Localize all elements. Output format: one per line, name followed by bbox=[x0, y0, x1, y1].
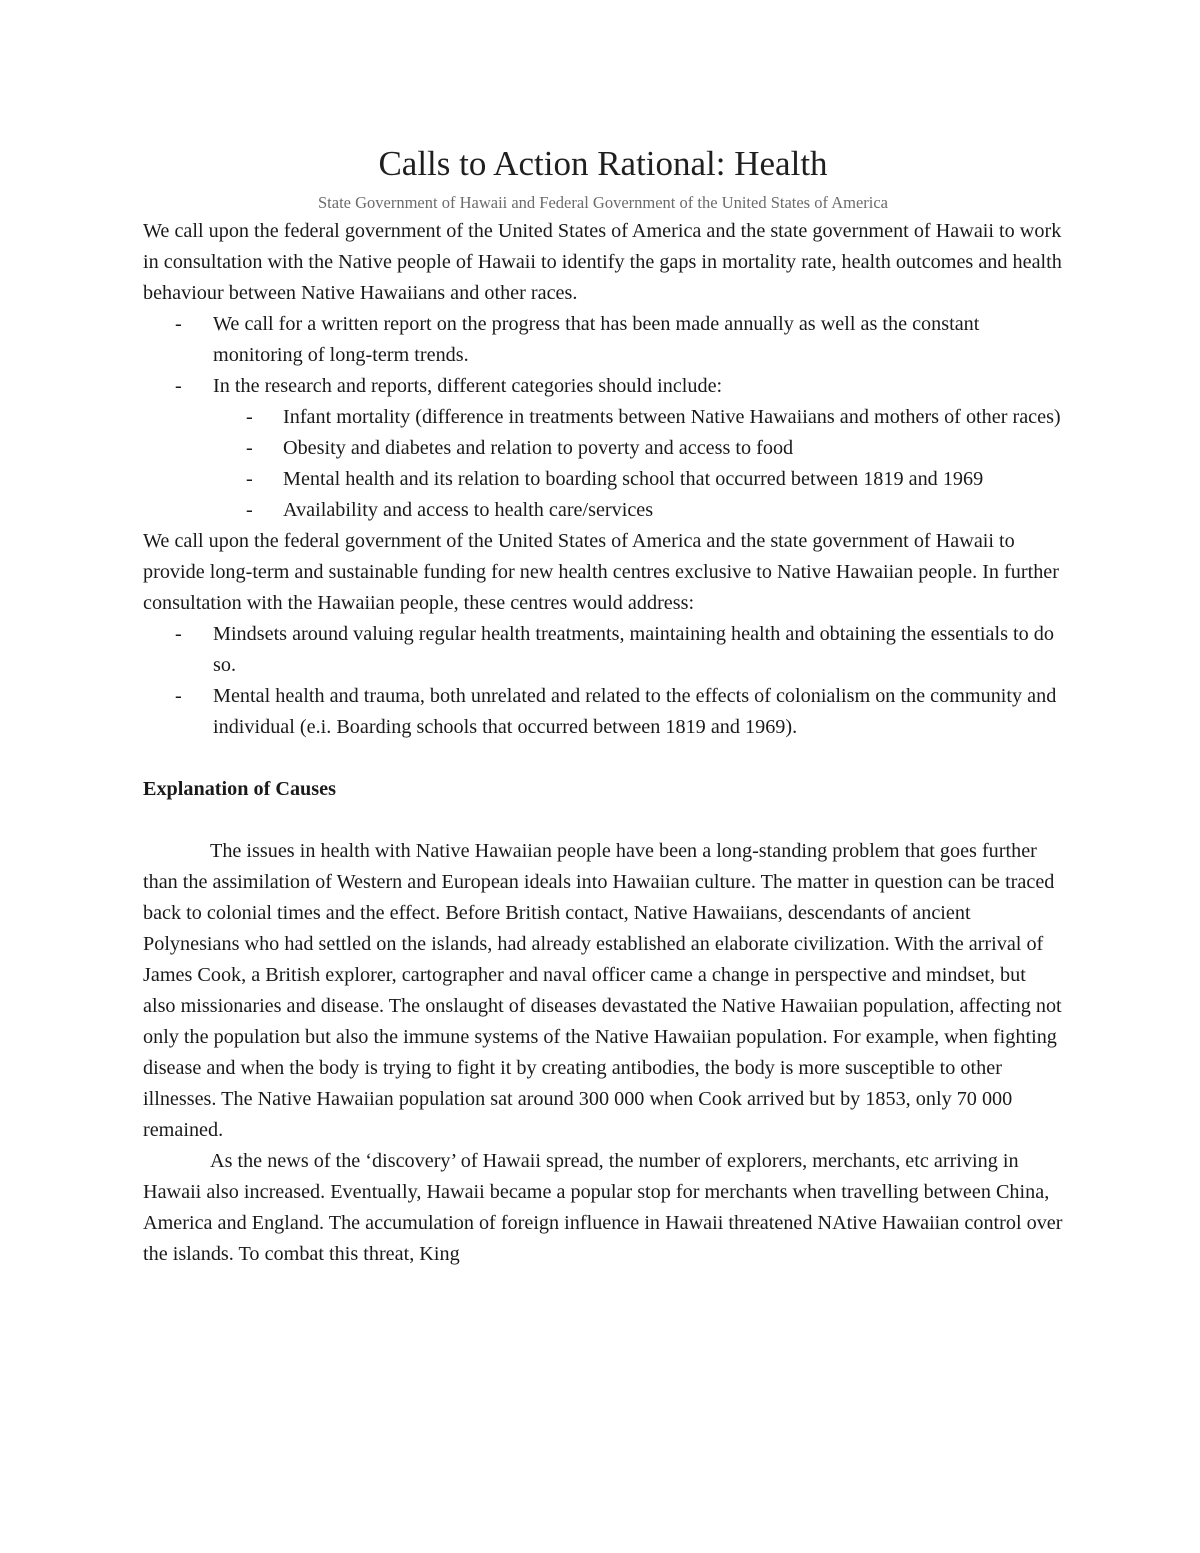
bullet-dash: - bbox=[175, 375, 182, 397]
call-to-action-1-sublist bbox=[143, 402, 1063, 526]
call-to-action-1-intro: We call upon the federal government of the United States of America and the state government of Hawaii to work in consultation with the Native people of Hawaii to identify the gaps in mortality rate, health outcomes and health behaviour between Native Hawaiians and other races. bbox=[143, 220, 1062, 304]
document-subtitle: State Government of Hawaii and Federal Government of the United States of America bbox=[318, 193, 888, 212]
bullet-dash: - bbox=[246, 499, 253, 521]
bullet-dash: - bbox=[175, 313, 182, 335]
sublist-item: - Infant mortality (difference in treatments between Native Hawaiians and mothers of other races) bbox=[143, 402, 1063, 433]
bullet-dash: - bbox=[246, 406, 253, 428]
body-paragraph: The issues in health with Native Hawaiian people have been a long-standing problem that goes further than the assimilation of Western and European ideals into Hawaiian culture. The matter in question can be traced back to colonial times and the effect. Before British contact, Native Hawaiians, descendants of ancient Polynesians who had settled on the islands, had already established an elaborate civilization. With the arrival of James Cook, a British explorer, cartographer and naval officer came a change in perspective and mindset, but also missionaries and disease. The onslaught of diseases devastated the Native Hawaiian population, affecting not only the population but also the immune systems of the Native Hawaiian population. For example, when fighting disease and when the body is trying to fight it by creating antibodies, the body is more susceptible to other illnesses. The Native Hawaiian population sat around 300 000 when Cook arrived but by 1853, only 70 000 remained. bbox=[143, 840, 1062, 1141]
bullet-dash: - bbox=[246, 437, 253, 459]
call-to-action-2-intro: We call upon the federal government of the United States of America and the state government of Hawaii to provide long-term and sustainable funding for new health centres exclusive to Native Hawaiian people. In further consultation with the Hawaiian people, these centres would address: bbox=[143, 530, 1059, 614]
sublist-item: - Obesity and diabetes and relation to poverty and access to food bbox=[143, 433, 1063, 464]
document-page bbox=[143, 140, 1063, 1270]
list-item: - We call for a written report on the progress that has been made annually as well as the constant monitoring of long-term trends. bbox=[143, 309, 1063, 371]
section-heading: Explanation of Causes bbox=[143, 778, 336, 800]
list-item: - Mindsets around valuing regular health treatments, maintaining health and obtaining the essentials to do so. bbox=[143, 619, 1063, 681]
body-paragraph: As the news of the ‘discovery’ of Hawaii spread, the number of explorers, merchants, etc arriving in Hawaii also increased. Eventually, Hawaii became a popular stop for merchants when travelling between China, America and England. The accumulation of foreign influence in Hawaii threatened NAtive Hawaiian control over the islands. To combat this threat, King bbox=[143, 1150, 1063, 1265]
call-to-action-1-list bbox=[143, 309, 1063, 402]
list-item: - Mental health and trauma, both unrelated and related to the effects of colonialism on the community and individual (e.i. Boarding schools that occurred between 1819 and 1969). bbox=[143, 681, 1063, 743]
sublist-item: - Availability and access to health care/services bbox=[143, 495, 1063, 526]
list-item: - In the research and reports, different categories should include: bbox=[143, 371, 1063, 402]
document-title: Calls to Action Rational: Health bbox=[378, 144, 828, 183]
bullet-dash: - bbox=[175, 623, 182, 645]
bullet-dash: - bbox=[246, 468, 253, 490]
sublist-item: - Mental health and its relation to boarding school that occurred between 1819 and 1969 bbox=[143, 464, 1063, 495]
call-to-action-2-list bbox=[143, 619, 1063, 743]
bullet-dash: - bbox=[175, 685, 182, 707]
